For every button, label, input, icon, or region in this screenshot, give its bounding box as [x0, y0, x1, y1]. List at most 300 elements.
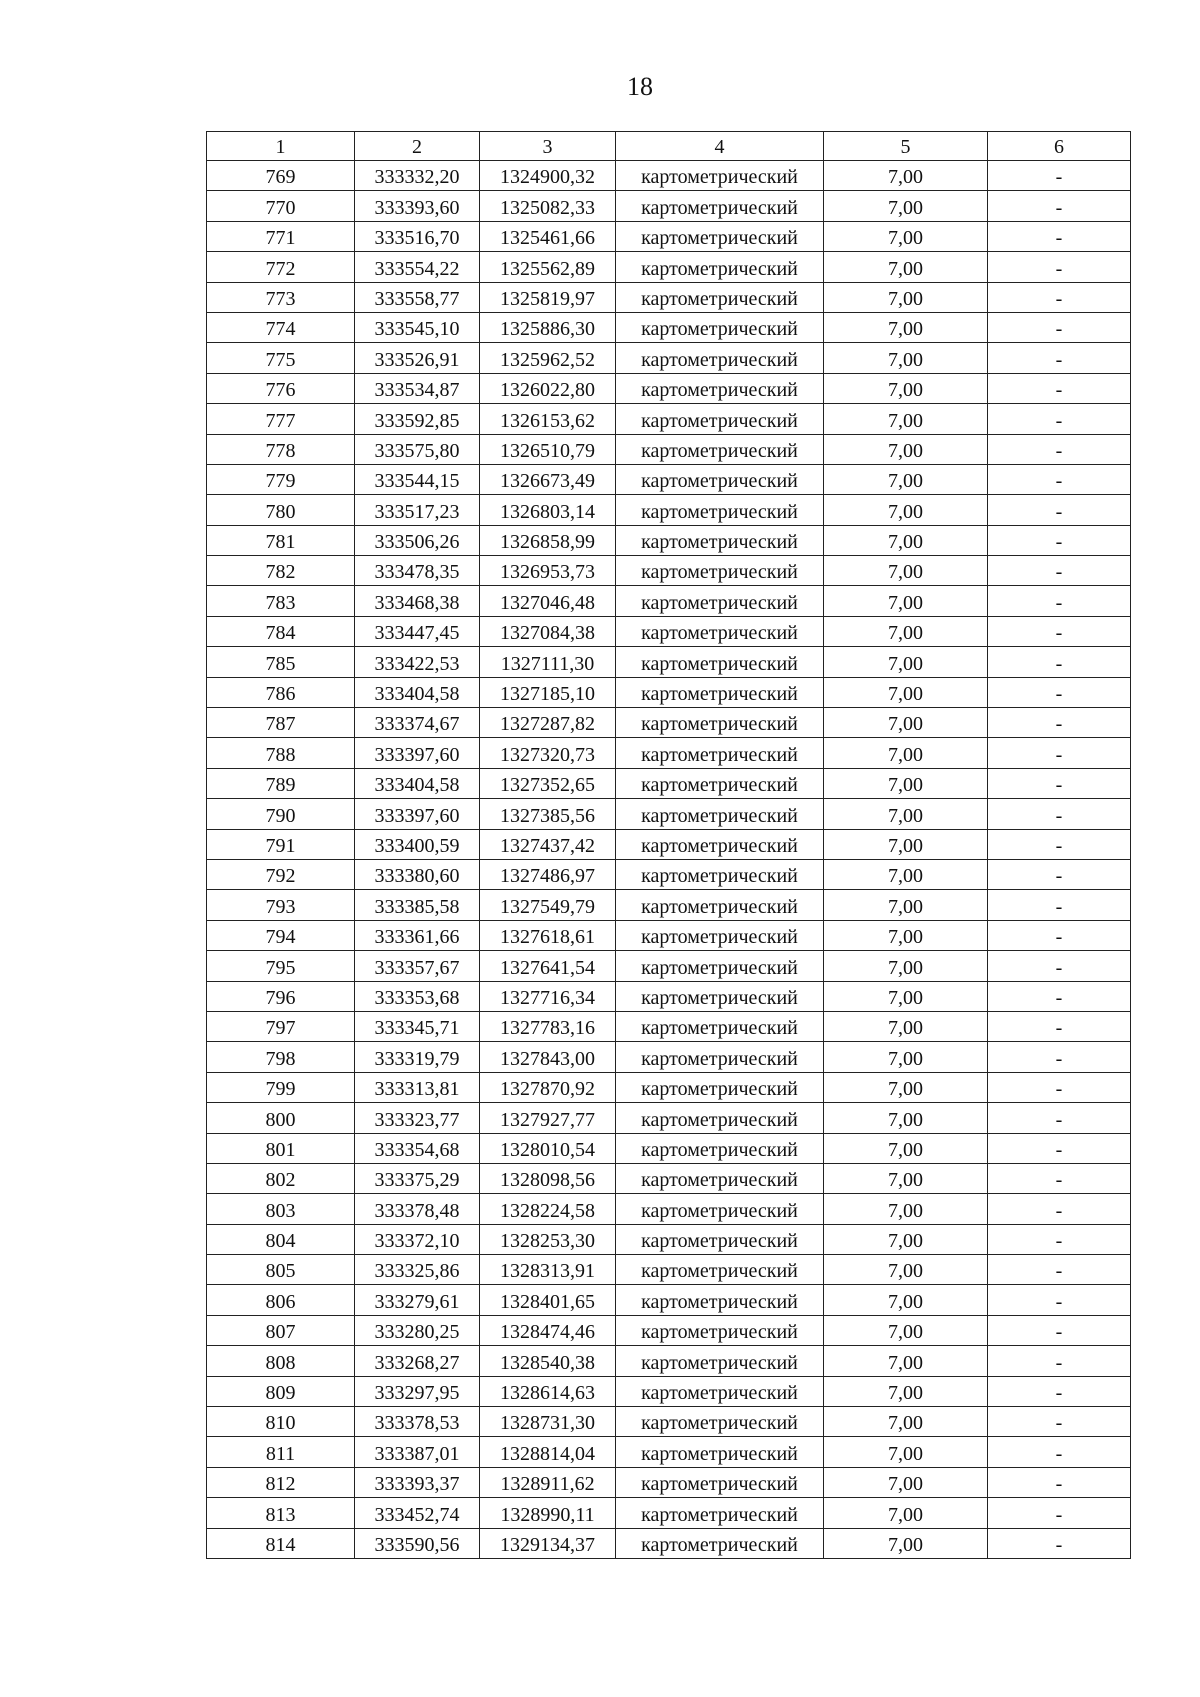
- table-row: [207, 252, 1131, 282]
- x-coordinate-cell: 333319,79: [355, 1042, 480, 1072]
- method-cell: картометрический: [616, 647, 824, 677]
- table-row: [207, 951, 1131, 981]
- point-number-cell: 789: [207, 768, 355, 798]
- x-coordinate-cell: 333422,53: [355, 647, 480, 677]
- method-cell: картометрический: [616, 738, 824, 768]
- note-cell: -: [988, 829, 1131, 859]
- accuracy-cell: 7,00: [824, 191, 988, 221]
- accuracy-cell: 7,00: [824, 1072, 988, 1102]
- note-cell: -: [988, 1224, 1131, 1254]
- accuracy-cell: 7,00: [824, 1103, 988, 1133]
- note-cell: -: [988, 1437, 1131, 1467]
- note-cell: -: [988, 1103, 1131, 1133]
- point-number-cell: 769: [207, 161, 355, 191]
- y-coordinate-cell: 1325819,97: [480, 282, 616, 312]
- table-row: [207, 1072, 1131, 1102]
- table-row: [207, 647, 1131, 677]
- point-number-cell: 777: [207, 404, 355, 434]
- x-coordinate-cell: 333375,29: [355, 1163, 480, 1193]
- x-coordinate-cell: 333280,25: [355, 1315, 480, 1345]
- accuracy-cell: 7,00: [824, 434, 988, 464]
- table-row: [207, 920, 1131, 950]
- method-cell: картометрический: [616, 1072, 824, 1102]
- accuracy-cell: 7,00: [824, 1346, 988, 1376]
- accuracy-cell: 7,00: [824, 586, 988, 616]
- y-coordinate-cell: 1327843,00: [480, 1042, 616, 1072]
- accuracy-cell: 7,00: [824, 464, 988, 494]
- note-cell: -: [988, 525, 1131, 555]
- accuracy-cell: 7,00: [824, 1011, 988, 1041]
- method-cell: картометрический: [616, 525, 824, 555]
- x-coordinate-cell: 333353,68: [355, 981, 480, 1011]
- accuracy-cell: 7,00: [824, 373, 988, 403]
- point-number-cell: 780: [207, 495, 355, 525]
- note-cell: -: [988, 981, 1131, 1011]
- table-row: [207, 859, 1131, 889]
- method-cell: картометрический: [616, 1407, 824, 1437]
- method-cell: картометрический: [616, 404, 824, 434]
- y-coordinate-cell: 1328731,30: [480, 1407, 616, 1437]
- table-row: [207, 556, 1131, 586]
- table-row: [207, 434, 1131, 464]
- x-coordinate-cell: 333387,01: [355, 1437, 480, 1467]
- table-row: [207, 1255, 1131, 1285]
- x-coordinate-cell: 333297,95: [355, 1376, 480, 1406]
- y-coordinate-cell: 1328224,58: [480, 1194, 616, 1224]
- note-cell: -: [988, 1163, 1131, 1193]
- accuracy-cell: 7,00: [824, 1163, 988, 1193]
- note-cell: -: [988, 1255, 1131, 1285]
- table-row: [207, 799, 1131, 829]
- accuracy-cell: 7,00: [824, 312, 988, 342]
- note-cell: -: [988, 708, 1131, 738]
- table-row: [207, 1011, 1131, 1041]
- x-coordinate-cell: 333517,23: [355, 495, 480, 525]
- y-coordinate-cell: 1327783,16: [480, 1011, 616, 1041]
- point-number-cell: 774: [207, 312, 355, 342]
- note-cell: -: [988, 920, 1131, 950]
- table-row: [207, 677, 1131, 707]
- method-cell: картометрический: [616, 1011, 824, 1041]
- table-row: [207, 1315, 1131, 1345]
- point-number-cell: 797: [207, 1011, 355, 1041]
- y-coordinate-cell: 1327618,61: [480, 920, 616, 950]
- y-coordinate-cell: 1327287,82: [480, 708, 616, 738]
- accuracy-cell: 7,00: [824, 282, 988, 312]
- table-row: [207, 525, 1131, 555]
- accuracy-cell: 7,00: [824, 920, 988, 950]
- method-cell: картометрический: [616, 1163, 824, 1193]
- point-number-cell: 793: [207, 890, 355, 920]
- method-cell: картометрический: [616, 1103, 824, 1133]
- point-number-cell: 813: [207, 1498, 355, 1528]
- x-coordinate-cell: 333400,59: [355, 829, 480, 859]
- y-coordinate-cell: 1326858,99: [480, 525, 616, 555]
- table-row: [207, 738, 1131, 768]
- x-coordinate-cell: 333558,77: [355, 282, 480, 312]
- method-cell: картометрический: [616, 1376, 824, 1406]
- table-row: [207, 1498, 1131, 1528]
- method-cell: картометрический: [616, 282, 824, 312]
- note-cell: -: [988, 1376, 1131, 1406]
- method-cell: картометрический: [616, 221, 824, 251]
- y-coordinate-cell: 1328098,56: [480, 1163, 616, 1193]
- table-row: [207, 981, 1131, 1011]
- table-row: [207, 1224, 1131, 1254]
- point-number-cell: 771: [207, 221, 355, 251]
- x-coordinate-cell: 333323,77: [355, 1103, 480, 1133]
- y-coordinate-cell: 1328010,54: [480, 1133, 616, 1163]
- note-cell: -: [988, 1194, 1131, 1224]
- method-cell: картометрический: [616, 161, 824, 191]
- method-cell: картометрический: [616, 1285, 824, 1315]
- y-coordinate-cell: 1328614,63: [480, 1376, 616, 1406]
- method-cell: картометрический: [616, 708, 824, 738]
- note-cell: -: [988, 343, 1131, 373]
- method-cell: картометрический: [616, 191, 824, 221]
- method-cell: картометрический: [616, 1467, 824, 1497]
- point-number-cell: 772: [207, 252, 355, 282]
- x-coordinate-cell: 333526,91: [355, 343, 480, 373]
- table-row: [207, 1285, 1131, 1315]
- x-coordinate-cell: 333332,20: [355, 161, 480, 191]
- y-coordinate-cell: 1328313,91: [480, 1255, 616, 1285]
- x-coordinate-cell: 333554,22: [355, 252, 480, 282]
- method-cell: картометрический: [616, 1255, 824, 1285]
- coordinates-table: [206, 131, 1131, 1559]
- method-cell: картометрический: [616, 859, 824, 889]
- table-row: [207, 829, 1131, 859]
- x-coordinate-cell: 333397,60: [355, 738, 480, 768]
- y-coordinate-cell: 1328911,62: [480, 1467, 616, 1497]
- accuracy-cell: 7,00: [824, 1224, 988, 1254]
- point-number-cell: 805: [207, 1255, 355, 1285]
- x-coordinate-cell: 333545,10: [355, 312, 480, 342]
- method-cell: картометрический: [616, 586, 824, 616]
- table-row: [207, 1133, 1131, 1163]
- y-coordinate-cell: 1328253,30: [480, 1224, 616, 1254]
- method-cell: картометрический: [616, 920, 824, 950]
- y-coordinate-cell: 1325562,89: [480, 252, 616, 282]
- y-coordinate-cell: 1327486,97: [480, 859, 616, 889]
- point-number-cell: 788: [207, 738, 355, 768]
- note-cell: -: [988, 312, 1131, 342]
- note-cell: -: [988, 495, 1131, 525]
- note-cell: -: [988, 1498, 1131, 1528]
- point-number-cell: 802: [207, 1163, 355, 1193]
- method-cell: картометрический: [616, 434, 824, 464]
- point-number-cell: 773: [207, 282, 355, 312]
- column-header-4: 4: [616, 132, 824, 161]
- method-cell: картометрический: [616, 1346, 824, 1376]
- x-coordinate-cell: 333478,35: [355, 556, 480, 586]
- note-cell: -: [988, 799, 1131, 829]
- table-row: [207, 768, 1131, 798]
- x-coordinate-cell: 333404,58: [355, 677, 480, 707]
- table-row: [207, 1194, 1131, 1224]
- point-number-cell: 785: [207, 647, 355, 677]
- x-coordinate-cell: 333468,38: [355, 586, 480, 616]
- point-number-cell: 779: [207, 464, 355, 494]
- accuracy-cell: 7,00: [824, 708, 988, 738]
- point-number-cell: 811: [207, 1437, 355, 1467]
- method-cell: картометрический: [616, 768, 824, 798]
- table-row: [207, 312, 1131, 342]
- note-cell: -: [988, 586, 1131, 616]
- method-cell: картометрический: [616, 312, 824, 342]
- method-cell: картометрический: [616, 890, 824, 920]
- x-coordinate-cell: 333592,85: [355, 404, 480, 434]
- method-cell: картометрический: [616, 1528, 824, 1558]
- note-cell: -: [988, 1133, 1131, 1163]
- point-number-cell: 786: [207, 677, 355, 707]
- y-coordinate-cell: 1327185,10: [480, 677, 616, 707]
- table-row: [207, 221, 1131, 251]
- method-cell: картометрический: [616, 373, 824, 403]
- point-number-cell: 808: [207, 1346, 355, 1376]
- note-cell: -: [988, 1467, 1131, 1497]
- y-coordinate-cell: 1327046,48: [480, 586, 616, 616]
- x-coordinate-cell: 333380,60: [355, 859, 480, 889]
- x-coordinate-cell: 333345,71: [355, 1011, 480, 1041]
- y-coordinate-cell: 1327084,38: [480, 616, 616, 646]
- note-cell: -: [988, 647, 1131, 677]
- method-cell: картометрический: [616, 1194, 824, 1224]
- method-cell: картометрический: [616, 556, 824, 586]
- point-number-cell: 787: [207, 708, 355, 738]
- point-number-cell: 807: [207, 1315, 355, 1345]
- x-coordinate-cell: 333357,67: [355, 951, 480, 981]
- method-cell: картометрический: [616, 616, 824, 646]
- x-coordinate-cell: 333397,60: [355, 799, 480, 829]
- note-cell: -: [988, 404, 1131, 434]
- point-number-cell: 804: [207, 1224, 355, 1254]
- column-header-2: 2: [355, 132, 480, 161]
- accuracy-cell: 7,00: [824, 161, 988, 191]
- note-cell: -: [988, 890, 1131, 920]
- point-number-cell: 814: [207, 1528, 355, 1558]
- x-coordinate-cell: 333506,26: [355, 525, 480, 555]
- note-cell: -: [988, 191, 1131, 221]
- accuracy-cell: 7,00: [824, 799, 988, 829]
- method-cell: картометрический: [616, 799, 824, 829]
- note-cell: -: [988, 1528, 1131, 1558]
- accuracy-cell: 7,00: [824, 556, 988, 586]
- x-coordinate-cell: 333393,60: [355, 191, 480, 221]
- point-number-cell: 796: [207, 981, 355, 1011]
- accuracy-cell: 7,00: [824, 1285, 988, 1315]
- table-row: [207, 1437, 1131, 1467]
- x-coordinate-cell: 333404,58: [355, 768, 480, 798]
- y-coordinate-cell: 1326510,79: [480, 434, 616, 464]
- x-coordinate-cell: 333516,70: [355, 221, 480, 251]
- header-row: [207, 132, 1131, 161]
- method-cell: картометрический: [616, 981, 824, 1011]
- y-coordinate-cell: 1326153,62: [480, 404, 616, 434]
- point-number-cell: 801: [207, 1133, 355, 1163]
- note-cell: -: [988, 556, 1131, 586]
- y-coordinate-cell: 1327111,30: [480, 647, 616, 677]
- x-coordinate-cell: 333590,56: [355, 1528, 480, 1558]
- y-coordinate-cell: 1325082,33: [480, 191, 616, 221]
- y-coordinate-cell: 1328814,04: [480, 1437, 616, 1467]
- table-row: [207, 404, 1131, 434]
- point-number-cell: 806: [207, 1285, 355, 1315]
- table-row: [207, 1163, 1131, 1193]
- table-row: [207, 343, 1131, 373]
- table-row: [207, 1407, 1131, 1437]
- point-number-cell: 812: [207, 1467, 355, 1497]
- point-number-cell: 790: [207, 799, 355, 829]
- table-row: [207, 1346, 1131, 1376]
- accuracy-cell: 7,00: [824, 343, 988, 373]
- note-cell: -: [988, 1315, 1131, 1345]
- accuracy-cell: 7,00: [824, 1467, 988, 1497]
- table-row: [207, 1528, 1131, 1558]
- point-number-cell: 795: [207, 951, 355, 981]
- table-row: [207, 586, 1131, 616]
- table-row: [207, 161, 1131, 191]
- point-number-cell: 775: [207, 343, 355, 373]
- point-number-cell: 781: [207, 525, 355, 555]
- y-coordinate-cell: 1327870,92: [480, 1072, 616, 1102]
- y-coordinate-cell: 1324900,32: [480, 161, 616, 191]
- accuracy-cell: 7,00: [824, 1407, 988, 1437]
- x-coordinate-cell: 333361,66: [355, 920, 480, 950]
- column-header-5: 5: [824, 132, 988, 161]
- method-cell: картометрический: [616, 252, 824, 282]
- accuracy-cell: 7,00: [824, 677, 988, 707]
- y-coordinate-cell: 1327927,77: [480, 1103, 616, 1133]
- accuracy-cell: 7,00: [824, 890, 988, 920]
- note-cell: -: [988, 1072, 1131, 1102]
- accuracy-cell: 7,00: [824, 616, 988, 646]
- y-coordinate-cell: 1325461,66: [480, 221, 616, 251]
- note-cell: -: [988, 1011, 1131, 1041]
- point-number-cell: 791: [207, 829, 355, 859]
- accuracy-cell: 7,00: [824, 1528, 988, 1558]
- y-coordinate-cell: 1327549,79: [480, 890, 616, 920]
- accuracy-cell: 7,00: [824, 768, 988, 798]
- accuracy-cell: 7,00: [824, 981, 988, 1011]
- y-coordinate-cell: 1327716,34: [480, 981, 616, 1011]
- point-number-cell: 800: [207, 1103, 355, 1133]
- y-coordinate-cell: 1326022,80: [480, 373, 616, 403]
- x-coordinate-cell: 333325,86: [355, 1255, 480, 1285]
- accuracy-cell: 7,00: [824, 1437, 988, 1467]
- table-header: [207, 132, 1131, 161]
- table-row: [207, 464, 1131, 494]
- y-coordinate-cell: 1329134,37: [480, 1528, 616, 1558]
- note-cell: -: [988, 252, 1131, 282]
- accuracy-cell: 7,00: [824, 1133, 988, 1163]
- point-number-cell: 803: [207, 1194, 355, 1224]
- x-coordinate-cell: 333575,80: [355, 434, 480, 464]
- x-coordinate-cell: 333372,10: [355, 1224, 480, 1254]
- y-coordinate-cell: 1328401,65: [480, 1285, 616, 1315]
- accuracy-cell: 7,00: [824, 1042, 988, 1072]
- point-number-cell: 792: [207, 859, 355, 889]
- accuracy-cell: 7,00: [824, 252, 988, 282]
- x-coordinate-cell: 333534,87: [355, 373, 480, 403]
- point-number-cell: 809: [207, 1376, 355, 1406]
- accuracy-cell: 7,00: [824, 859, 988, 889]
- method-cell: картометрический: [616, 1498, 824, 1528]
- method-cell: картометрический: [616, 1224, 824, 1254]
- column-header-1: 1: [207, 132, 355, 161]
- accuracy-cell: 7,00: [824, 1498, 988, 1528]
- note-cell: -: [988, 1042, 1131, 1072]
- note-cell: -: [988, 1346, 1131, 1376]
- table-row: [207, 708, 1131, 738]
- x-coordinate-cell: 333544,15: [355, 464, 480, 494]
- accuracy-cell: 7,00: [824, 829, 988, 859]
- note-cell: -: [988, 221, 1131, 251]
- y-coordinate-cell: 1327352,65: [480, 768, 616, 798]
- note-cell: -: [988, 677, 1131, 707]
- accuracy-cell: 7,00: [824, 738, 988, 768]
- method-cell: картометрический: [616, 464, 824, 494]
- page-number: 18: [627, 72, 653, 101]
- point-number-cell: 770: [207, 191, 355, 221]
- point-number-cell: 799: [207, 1072, 355, 1102]
- method-cell: картометрический: [616, 677, 824, 707]
- point-number-cell: 778: [207, 434, 355, 464]
- table-row: [207, 495, 1131, 525]
- note-cell: -: [988, 1407, 1131, 1437]
- table-row: [207, 890, 1131, 920]
- y-coordinate-cell: 1328474,46: [480, 1315, 616, 1345]
- table-row: [207, 1376, 1131, 1406]
- y-coordinate-cell: 1325962,52: [480, 343, 616, 373]
- y-coordinate-cell: 1326673,49: [480, 464, 616, 494]
- accuracy-cell: 7,00: [824, 525, 988, 555]
- note-cell: -: [988, 434, 1131, 464]
- note-cell: -: [988, 464, 1131, 494]
- note-cell: -: [988, 616, 1131, 646]
- table-row: [207, 616, 1131, 646]
- x-coordinate-cell: 333313,81: [355, 1072, 480, 1102]
- note-cell: -: [988, 951, 1131, 981]
- table-row: [207, 1467, 1131, 1497]
- x-coordinate-cell: 333279,61: [355, 1285, 480, 1315]
- note-cell: -: [988, 1285, 1131, 1315]
- table-row: [207, 373, 1131, 403]
- accuracy-cell: 7,00: [824, 951, 988, 981]
- accuracy-cell: 7,00: [824, 495, 988, 525]
- note-cell: -: [988, 161, 1131, 191]
- y-coordinate-cell: 1327641,54: [480, 951, 616, 981]
- table-row: [207, 1103, 1131, 1133]
- x-coordinate-cell: 333374,67: [355, 708, 480, 738]
- accuracy-cell: 7,00: [824, 1194, 988, 1224]
- accuracy-cell: 7,00: [824, 1376, 988, 1406]
- x-coordinate-cell: 333393,37: [355, 1467, 480, 1497]
- table-row: [207, 282, 1131, 312]
- method-cell: картометрический: [616, 495, 824, 525]
- y-coordinate-cell: 1328540,38: [480, 1346, 616, 1376]
- note-cell: -: [988, 859, 1131, 889]
- accuracy-cell: 7,00: [824, 647, 988, 677]
- y-coordinate-cell: 1326953,73: [480, 556, 616, 586]
- table-body: [207, 161, 1131, 1559]
- note-cell: -: [988, 738, 1131, 768]
- x-coordinate-cell: 333268,27: [355, 1346, 480, 1376]
- table-row: [207, 191, 1131, 221]
- column-header-3: 3: [480, 132, 616, 161]
- x-coordinate-cell: 333378,53: [355, 1407, 480, 1437]
- point-number-cell: 782: [207, 556, 355, 586]
